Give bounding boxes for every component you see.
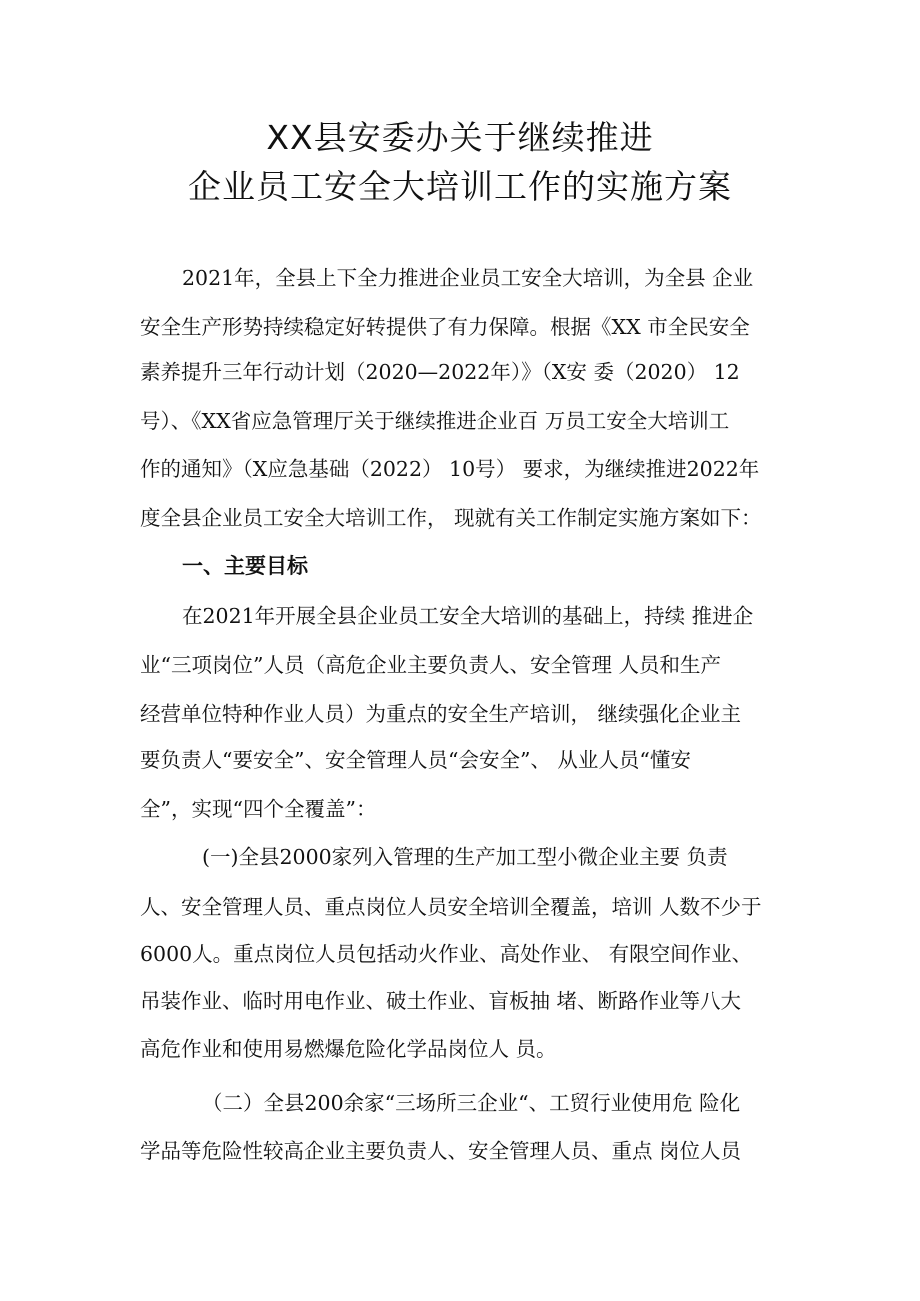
list-item-line: 吊装作业、临时用电作业、破土作业、盲板抽 堵、断路作业等八大 [140,989,742,1013]
intro-line: 素养提升三年行动计划（2020—2022年）》（X安 委（2020） 12 [140,360,740,384]
list-item-line: （二）全县200余家“三场所三企业“、工贸行业使用危 险化 [202,1091,741,1115]
document-title-line-2: 企业员工安全大培训工作的实施方案 [188,167,732,206]
section-paragraph-line: 在2021年开展全县企业员工安全大培训的基础上，持续 推进企 [182,604,754,628]
list-item-line: 学品等危险性较高企业主要负责人、安全管理人员、重点 岗位人员 [140,1139,742,1163]
list-item-line: 高危作业和使用易燃爆危险化学品岗位人 员。 [140,1037,557,1061]
intro-line: 2021年，全县上下全力推进企业员工安全大培训，为全县 企业 [182,266,754,290]
section-paragraph-line: 经营单位特种作业人员）为重点的安全生产培训， 继续强化企业主 [140,702,742,726]
list-item-line: 人、安全管理人员、重点岗位人员安全培训全覆盖，培训 人数不少于 [140,895,762,919]
intro-line: 度全县企业员工安全大培训工作， 现就有关工作制定实施方案如下： [140,506,762,530]
section-paragraph-line: 全”，实现“四个全覆盖”： [140,797,377,821]
section-paragraph-line: 要负责人“要安全”、安全管理人员“会安全”、 从业人员“懂安 [140,748,691,772]
list-item-line: 6000人。重点岗位人员包括动火作业、高处作业、 有限空间作业、 [140,942,753,966]
document-title-line-1: XX县安委办关于继续推进 [266,118,654,157]
intro-line: 作的通知》（X应急基础（2022） 10号） 要求，为继续推进2022年 [140,457,760,481]
section-heading: 一、主要目标 [182,554,308,578]
intro-line: 安全生产形势持续稳定好转提供了有力保障。根据《XX 市全民安全 [140,315,750,339]
list-item-line: (一)全县2000家列入管理的生产加工型小微企业主要 负责 [202,845,728,869]
intro-line: 号）、《XX省应急管理厅关于继续推进企业百 万员工安全大培训工 [140,409,730,433]
section-paragraph-line: 业“三项岗位”人员（高危企业主要负责人、安全管理 人员和生产 [140,653,721,677]
